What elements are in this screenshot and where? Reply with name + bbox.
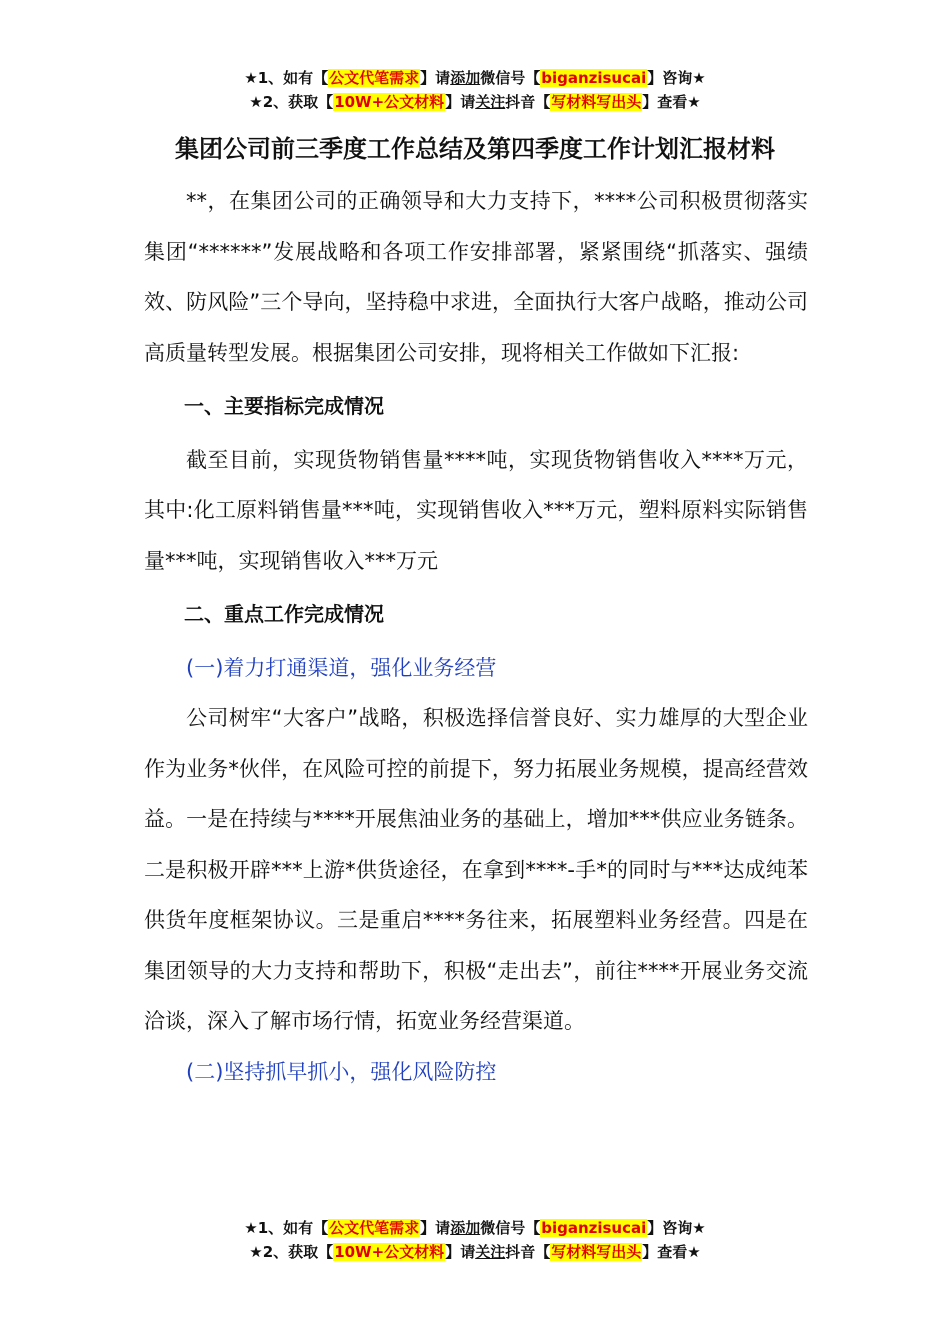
promo-text: 微信号【 <box>480 1219 541 1237</box>
document-title: 集团公司前三季度工作总结及第四季度工作计划汇报材料 <box>175 135 775 163</box>
section-heading-2: 二、重点工作完成情况 <box>184 602 384 626</box>
promo-underlined: 添加 <box>450 69 481 87</box>
promo-text: 】请 <box>445 1243 476 1261</box>
promo-highlight: 公文代笔需求 <box>329 69 420 87</box>
promo-text: 】请 <box>420 1219 451 1237</box>
promo-text: ★1、如有【 <box>244 69 329 87</box>
promo-text: ★1、如有【 <box>244 1219 329 1237</box>
promo-underlined: 添加 <box>450 1219 481 1237</box>
promo-highlight: 写材料写出头 <box>551 1243 642 1261</box>
promo-highlight: 写材料写出头 <box>551 93 642 111</box>
promo-highlight: biganzisucai <box>541 1219 647 1237</box>
promo-text: 】查看★ <box>642 1243 701 1261</box>
promo-highlight: 10W+公文材料 <box>334 93 445 111</box>
promo-text: 】咨询★ <box>647 1219 706 1237</box>
promo-text: ★2、获取【 <box>249 1243 334 1261</box>
promo-underlined: 关注 <box>475 1243 506 1261</box>
promo-text: 】请 <box>445 93 476 111</box>
promo-text: 抖音【 <box>505 93 551 111</box>
promo-highlight: 10W+公文材料 <box>334 1243 445 1261</box>
subsection-heading-2: (二)坚持抓早抓小，强化风险防控 <box>186 1059 497 1084</box>
promo-text: 抖音【 <box>505 1243 551 1261</box>
promo-highlight: 公文代笔需求 <box>329 1219 420 1237</box>
section-heading-1: 一、主要指标完成情况 <box>184 394 384 418</box>
subsection-1-paragraph: 公司树牢“大客户”战略，积极选择信誉良好、实力雄厚的大型企业作为业务*伙伴，在风险可控的前提下，努力拓展业务规模，提高经营效益。一是在持续与****开展焦油业务的基础上，增加***供应业务链条。二是积极开辟***上游*供货途径，在拿到****-手*的同时与***达成纯苯供货年度框架协议。三是重启****务往来，拓展塑料业务经营。四是在集团领导的大力支持和帮助下，积极“走出去”，前往****开展业务交流洽谈，深入了解市场行情，拓宽业务经营渠道。 <box>144 706 808 1033</box>
promo-underlined: 关注 <box>475 93 506 111</box>
promo-text: 】咨询★ <box>647 69 706 87</box>
promo-text: 】请 <box>420 69 451 87</box>
promo-line-1 <box>0 66 950 90</box>
intro-paragraph: **，在集团公司的正确领导和大力支持下，****公司积极贯彻落实集团“******”发展战略和各项工作安排部署，紧紧围绕“抓落实、强绩效、防风险”三个导向，坚持稳中求进，全面执行大客户战略，推动公司高质量转型发展。根据集团公司安排，现将相关工作做如下汇报: <box>144 189 808 365</box>
promo-line-2 <box>0 1240 950 1264</box>
promo-line-1 <box>0 1216 950 1240</box>
promo-text: ★2、获取【 <box>249 93 334 111</box>
promo-text: 微信号【 <box>480 69 541 87</box>
section-1-paragraph: 截至目前，实现货物销售量****吨，实现货物销售收入****万元，其中:化工原料销售量***吨，实现销售收入***万元，塑料原料实际销售量***吨，实现销售收入***万元 <box>144 447 808 573</box>
promo-banner-top <box>0 66 950 114</box>
promo-banner-bottom <box>0 1216 950 1264</box>
promo-line-2 <box>0 90 950 114</box>
promo-highlight: biganzisucai <box>541 69 647 87</box>
subsection-heading-1: (一)着力打通渠道，强化业务经营 <box>186 655 497 680</box>
promo-text: 】查看★ <box>642 93 701 111</box>
document-body <box>144 176 808 1097</box>
